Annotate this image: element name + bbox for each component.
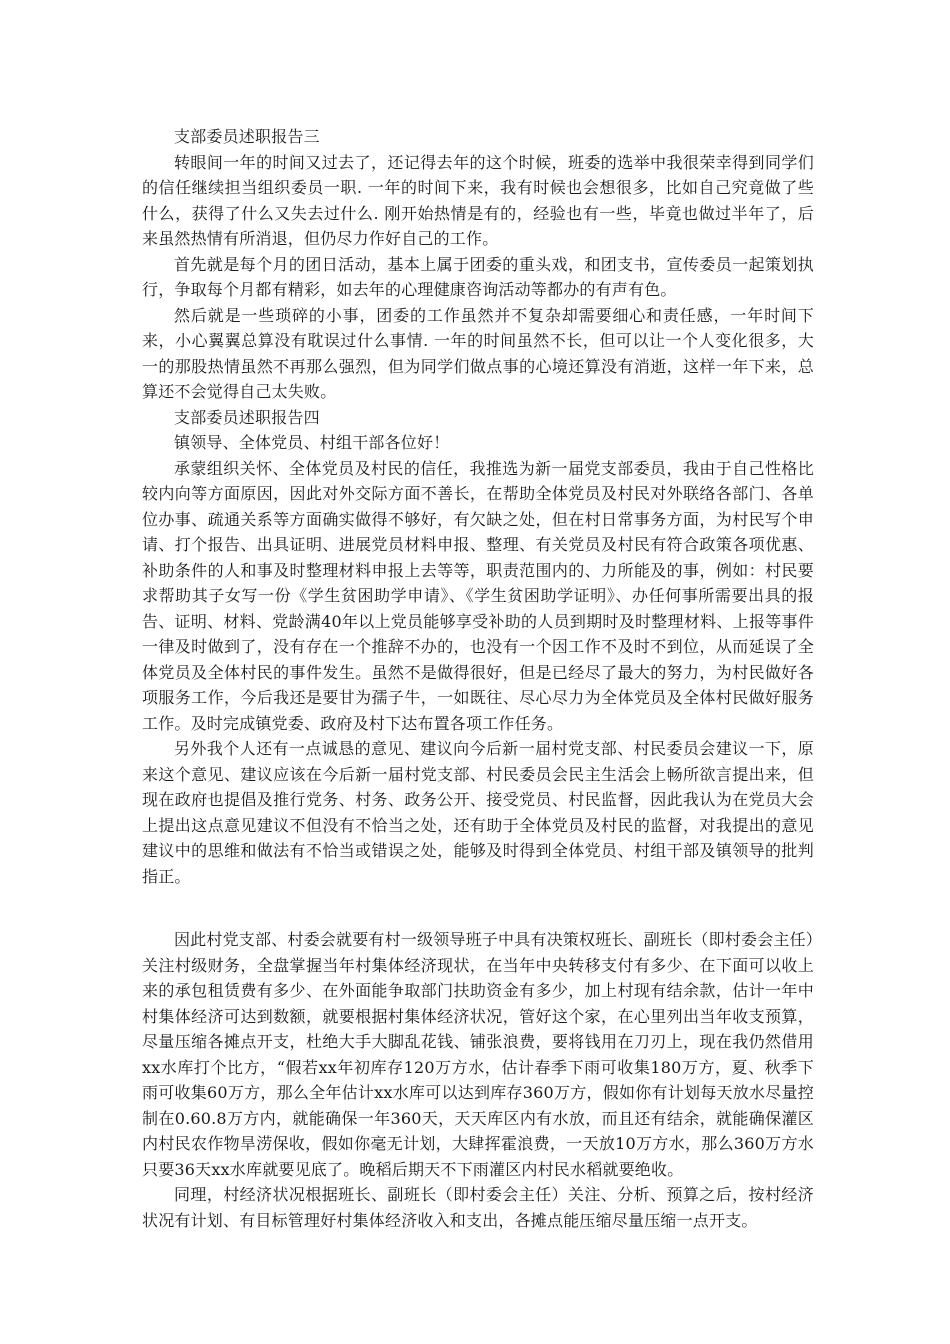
- paragraph: 然后就是一些琐碎的小事，团委的工作虽然并不复杂却需要细心和责任感，一年时间下来，小心翼翼总算没有耽误过什么事情. 一年的时间虽然不长，但可以让一个人变化很多，大一的那股热情虽然不再那么强烈，但为同学们做点事的心境还算没有消逝，这样一年下来，总算还不会觉得自己太失败。: [142, 305, 814, 401]
- document-page: [142, 124, 814, 1233]
- section-4-title: 支部委员述职报告四: [174, 407, 320, 427]
- paragraph: 同理，村经济状况根据班长、副班长（即村委会主任）关注、分析、预算之后，按村经济状况有计划、有目标管理好村集体经济收入和支出，各摊点能压缩尽量压缩一点开支。: [142, 1185, 814, 1230]
- spacer: [142, 889, 814, 927]
- greeting: 镇领导、全体党员、村组干部各位好！: [174, 433, 450, 452]
- paragraph: 转眼间一年的时间又过去了，还记得去年的这个时候，班委的选举中我很荣幸得到同学们的信任继续担当组织委员一职. 一年的时间下来，我有时候也会想很多，比如自己究竟做了些什么，获得了什么又失去过什么. 刚开始热情是有的，经验也有一些，毕竟也做过半年了，后来虽然热情有所消退，但仍尽力作好自己的工作。: [142, 152, 814, 248]
- paragraph: 首先就是每个月的团日活动，基本上属于团委的重头戏，和团支书，宣传委员一起策划执行，争取每个月都有精彩，如去年的心理健康咨询活动等都办的有声有色。: [142, 254, 814, 299]
- section-3-title: 支部委员述职报告三: [174, 127, 320, 146]
- paragraph: 承蒙组织关怀、全体党员及村民的信任，我推选为新一届党支部委员，我由于自己性格比较内向等方面原因，因此对外交际方面不善长，在帮助全体党员及村民对外联络各部门、各单位办事、疏通关系等方面确实做得不够好，有欠缺之处，但在村日常事务方面，为村民写个申请、打个报告、出具证明、进展党员材料申报、整理、有关党员及村民有符合政策各项优惠、补助条件的人和事及时整理材料申报上去等等，职责范围内的、力所能及的事，例如：村民要求帮助其子女写一份《学生贫困助学申请》、《学生贫困助学证明》、办任何事所需要出具的报告、证明、材料、党龄满40年以上党员能够享受补助的人员到期时及时整理材料、上报等事件一律及时做到了，没有存在一个推辞不办的，也没有一个因工作不及时不到位，从而延误了全体党员及全体村民的事件发生。虽然不是做得很好，但是已经尽了最大的努力，为村民做好各项服务工作，今后我还是要甘为孺子牛，一如既往、尽心尽力为全体党员及全体村民做好服务工作。及时完成镇党委、政府及村下达布置各项工作任务。: [142, 458, 814, 733]
- paragraph: 另外我个人还有一点诚恳的意见、建议向今后新一届村党支部、村民委员会建议一下，原来这个意见、建议应该在今后新一届村党支部、村民委员会民主生活会上畅所欲言提出来，但现在政府也提倡及推行党务、村务、政务公开、接受党员、村民监督，因此我认为在党员大会上提出这点意见建议不但没有不恰当之处，还有助于全体党员及村民的监督，对我提出的意见建议中的思维和做法有不恰当或错误之处，能够及时得到全体党员、村组干部及镇领导的批判指正。: [142, 739, 814, 886]
- paragraph: 因此村党支部、村委会就要有村一级领导班子中具有决策权班长、副班长（即村委会主任）关注村级财务，全盘掌握当年村集体经济现状，在当年中央转移支付有多少、在下面可以收上来的承包租赁费有多少、在外面能争取部门扶助资金有多少，加上村现有结余款，估计一年中村集体经济可达到数额，就要根据村集体经济状况，管好这个家，在心里列出当年收支预算，尽量压缩各摊点开支，杜绝大手大脚乱花钱、铺张浪费，要将钱用在刀刃上，现在我仍然借用xx水库打个比方，“假若xx年初库存120万方水，估计春季下雨可收集180万方，夏、秋季下雨可收集60万方，那么全年估计xx水库可以达到库存360万方，假如你有计划每天放水尽量控制在0.60.8万方内，就能确保一年360天，天天库区内有水放，而且还有结余，就能确保灌区内村民农作物旱涝保收，假如你毫无计划，大肆挥霍浪费，一天放10万方水，那么360万方水只要36天xx水库就要见底了。晚稻后期天不下雨灌区内村民水稻就要绝收。: [142, 930, 815, 1179]
